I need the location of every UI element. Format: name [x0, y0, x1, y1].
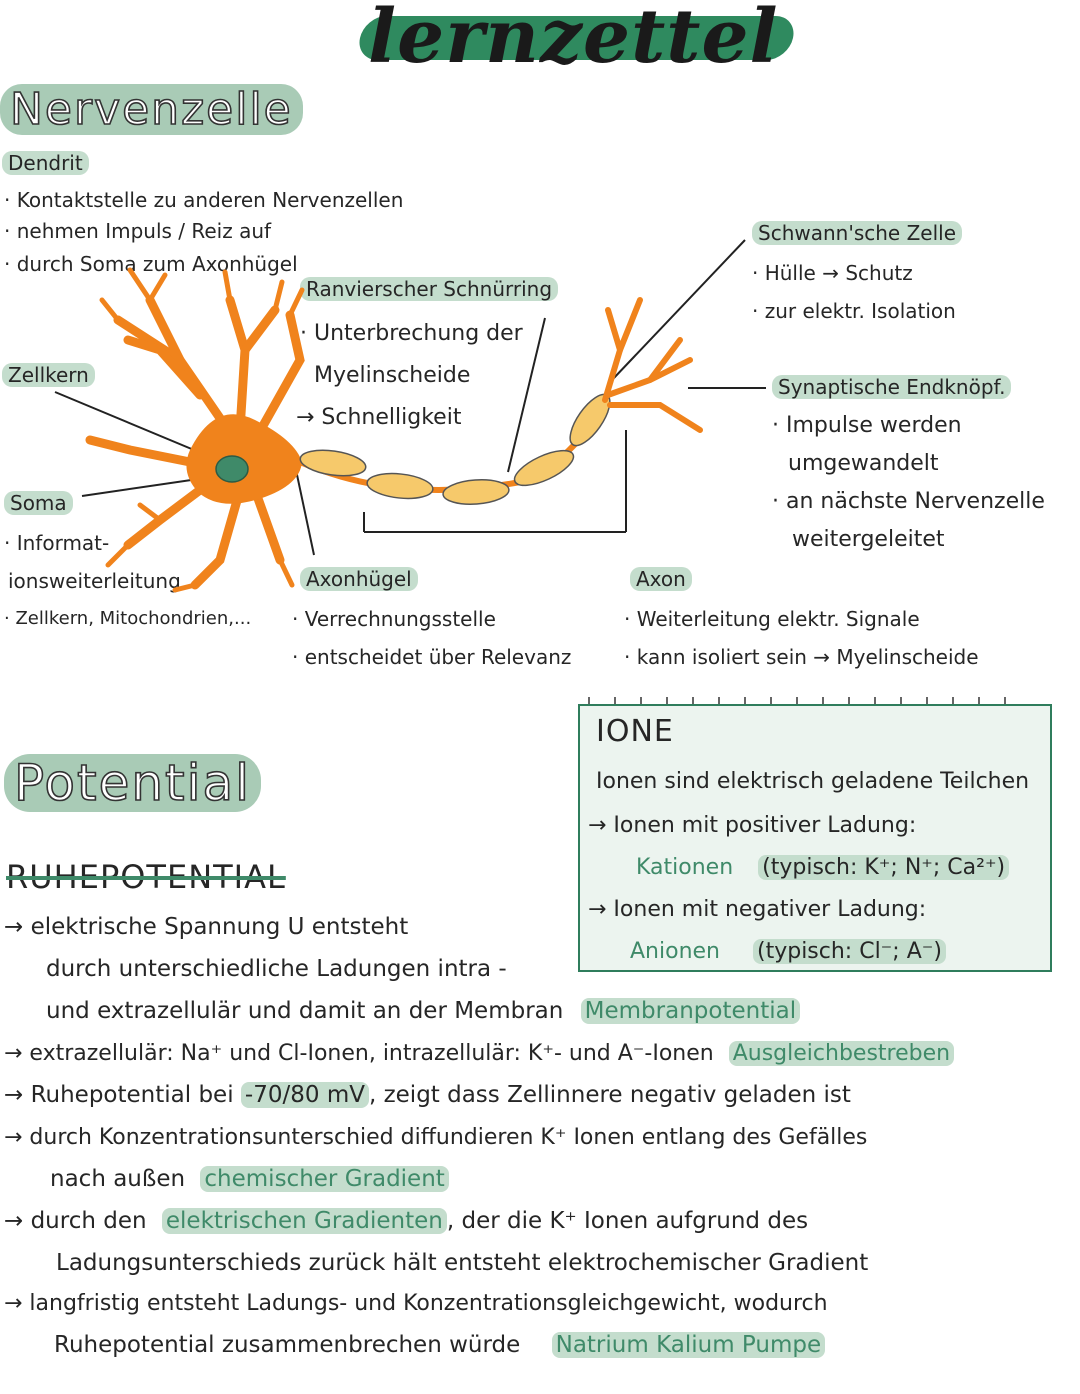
ions-neg-row: [630, 932, 946, 971]
pot-line-4: → extrazellulär: Na⁺ und Cl-Ionen, intrazellulär: K⁺- und A⁻-Ionen Ausgleichbestreben: [4, 1034, 954, 1073]
axon-stem: [300, 400, 605, 490]
axonhuegel-label: Axonhügel: [300, 560, 418, 598]
ruhepotential-value: -70/80 mV: [241, 1082, 369, 1108]
pot-line-7: nach außen chemischer Gradient: [50, 1160, 449, 1199]
ions-neg-line: → Ionen mit negativer Ladung:: [588, 897, 927, 922]
schwann-label: Schwann'sche Zelle: [752, 214, 962, 252]
dendrit-bullet-1: · Kontaktstelle zu anderen Nervenzellen: [4, 188, 404, 212]
pot-line-5: → Ruhepotential bei -70/80 mV , zeigt dass Zellinnere negativ geladen ist: [4, 1082, 851, 1108]
anionen-label: Anionen: [630, 939, 720, 964]
ions-intro: Ionen sind elektrisch geladene Teilchen: [596, 769, 1030, 794]
ions-pos-row: [636, 848, 1009, 887]
dendrit-bullet-3: · durch Soma zum Axonhügel: [4, 252, 298, 276]
soma-bullet-1: · Informat-: [4, 531, 110, 555]
pot-line-3: und extrazellulär und damit an der Membran Membranpotential: [46, 992, 800, 1031]
kationen-examples: (typisch: K⁺; N⁺; Ca²⁺): [758, 855, 1009, 880]
dendrit-bullet-2: · nehmen Impuls / Reiz auf: [4, 219, 272, 243]
ions-heading: IONE: [596, 714, 674, 749]
soma-body: [186, 414, 302, 503]
schwann-bullet-2: · zur elektr. Isolation: [752, 299, 956, 323]
ranvier-bullet-2: Myelinscheide: [314, 363, 471, 388]
soma-label: Soma: [4, 484, 73, 522]
axonhuegel-bullet-2: · entscheidet über Relevanz: [292, 645, 572, 669]
axon-bullet-1: · Weiterleitung elektr. Signale: [624, 607, 920, 631]
pot-line-2: durch unterschiedliche Ladungen intra -: [46, 956, 507, 982]
anionen-examples: (typisch: Cl⁻; A⁻): [753, 939, 946, 964]
title-text: lernzettel: [368, 0, 779, 80]
kationen-label: Kationen: [636, 855, 734, 880]
schwann-bullet-1: · Hülle → Schutz: [752, 261, 913, 285]
potential-heading: Potential: [4, 754, 261, 812]
page-title: [368, 0, 779, 80]
ions-pos-line: → Ionen mit positiver Ladung:: [588, 813, 917, 838]
ranvier-bullet-3: → Schnelligkeit: [296, 405, 462, 430]
membranpotential-term: Membranpotential: [581, 998, 800, 1024]
nerve-heading: Nervenzelle: [0, 84, 303, 135]
synapse-bullet-2: umgewandelt: [788, 451, 939, 476]
ruhepotential-heading: RUHEPOTENTIAL: [6, 858, 286, 896]
pot-line-1: → elektrische Spannung U entsteht: [4, 914, 409, 940]
soma-bullet-3: · Zellkern, Mitochondrien,...: [4, 608, 252, 629]
pot-line-10: → langfristig entsteht Ladungs- und Konzentrationsgleichgewicht, wodurch: [4, 1291, 828, 1316]
chemischer-gradient-term: chemischer Gradient: [200, 1166, 448, 1192]
ions-box: [578, 704, 1052, 972]
synapse-label: Synaptische Endknöpf.: [772, 368, 1011, 406]
axon-label: Axon: [630, 560, 692, 598]
dendrit-label: Dendrit: [2, 144, 89, 182]
pot-line-9: Ladungsunterschieds zurück hält entsteht elektrochemischer Gradient: [56, 1250, 869, 1276]
synapse-bullet-3: · an nächste Nervenzelle: [772, 489, 1045, 514]
axon-terminals: [605, 300, 700, 430]
soma-bullet-2: ionsweiterleitung: [8, 569, 181, 593]
ranvier-bullet-1: · Unterbrechung der: [300, 321, 523, 346]
pot-line-8: → durch den elektrischen Gradienten , der die K⁺ Ionen aufgrund des: [4, 1208, 809, 1234]
leader-lines: [55, 240, 766, 555]
synapse-bullet-1: · Impulse werden: [772, 413, 962, 438]
pot-line-11: Ruhepotential zusammenbrechen würde Natrium Kalium Pumpe: [54, 1326, 825, 1365]
synapse-bullet-4: weitergeleitet: [792, 527, 945, 552]
pumpe-term: Natrium Kalium Pumpe: [552, 1332, 826, 1358]
pot-line-6: → durch Konzentrationsunterschied diffundieren K⁺ Ionen entlang des Gefälles: [4, 1125, 868, 1150]
elektrischer-gradient-term: elektrischen Gradienten: [162, 1208, 447, 1234]
ausgleich-term: Ausgleichbestreben: [729, 1041, 954, 1066]
nucleus-shape: [216, 456, 248, 482]
axon-bullet-2: · kann isoliert sein → Myelinscheide: [624, 645, 979, 669]
axonhuegel-bullet-1: · Verrechnungsstelle: [292, 607, 496, 631]
zellkern-label: Zellkern: [2, 356, 95, 394]
ranvier-label: Ranvierscher Schnürring: [300, 270, 558, 308]
